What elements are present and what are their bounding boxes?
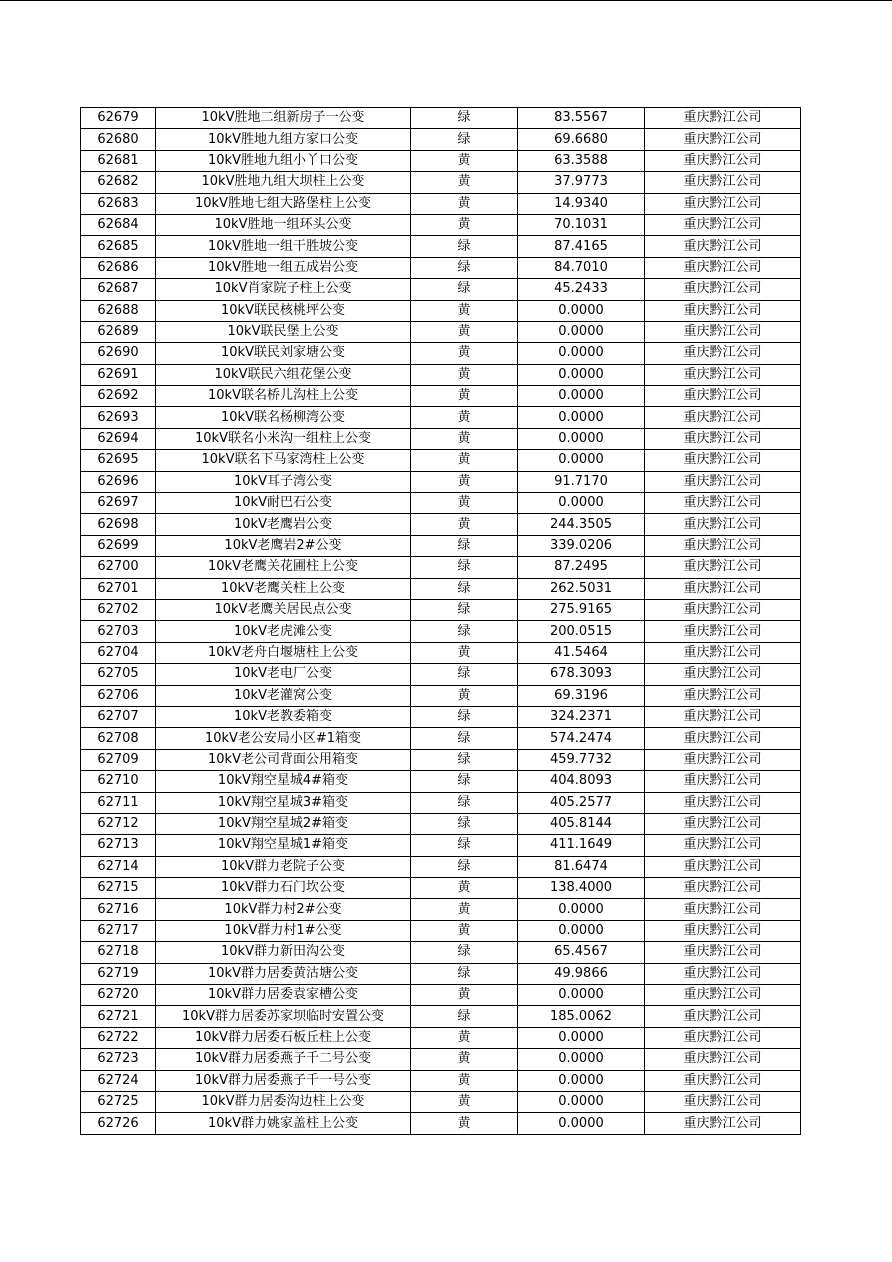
table-row (81, 129, 801, 150)
cell-id: 62689 (81, 321, 156, 342)
cell-company: 重庆黔江公司 (645, 257, 801, 278)
cell-value: 262.5031 (518, 578, 645, 599)
cell-value: 65.4567 (518, 942, 645, 963)
cell-company: 重庆黔江公司 (645, 942, 801, 963)
cell-name: 10kV翔空星城2#箱变 (156, 813, 411, 834)
table-row (81, 771, 801, 792)
table-row (81, 749, 801, 770)
cell-value: 69.3196 (518, 685, 645, 706)
cell-name: 10kV翔空星城1#箱变 (156, 835, 411, 856)
cell-id: 62688 (81, 300, 156, 321)
cell-value: 87.4165 (518, 236, 645, 257)
cell-value: 324.2371 (518, 706, 645, 727)
cell-company: 重庆黔江公司 (645, 813, 801, 834)
cell-name: 10kV群力居委苏家坝临时安置公变 (156, 1006, 411, 1027)
cell-id: 62720 (81, 985, 156, 1006)
cell-value: 339.0206 (518, 535, 645, 556)
cell-name: 10kV群力姚家盖柱上公变 (156, 1113, 411, 1134)
cell-id: 62703 (81, 621, 156, 642)
cell-id: 62707 (81, 706, 156, 727)
table-row (81, 578, 801, 599)
cell-id: 62726 (81, 1113, 156, 1134)
cell-company: 重庆黔江公司 (645, 578, 801, 599)
cell-id: 62711 (81, 792, 156, 813)
cell-company: 重庆黔江公司 (645, 386, 801, 407)
cell-status-color: 黄 (411, 642, 518, 663)
cell-name: 10kV群力村2#公变 (156, 899, 411, 920)
cell-status-color: 黄 (411, 450, 518, 471)
cell-id: 62690 (81, 343, 156, 364)
table-row (81, 621, 801, 642)
cell-company: 重庆黔江公司 (645, 129, 801, 150)
cell-id: 62706 (81, 685, 156, 706)
cell-id: 62692 (81, 386, 156, 407)
cell-status-color: 黄 (411, 172, 518, 193)
cell-company: 重庆黔江公司 (645, 535, 801, 556)
cell-company: 重庆黔江公司 (645, 792, 801, 813)
cell-value: 244.3505 (518, 514, 645, 535)
cell-id: 62698 (81, 514, 156, 535)
cell-name: 10kV老鹰关居民点公变 (156, 599, 411, 620)
cell-id: 62679 (81, 108, 156, 129)
cell-company: 重庆黔江公司 (645, 771, 801, 792)
cell-name: 10kV胜地二组新房子一公变 (156, 108, 411, 129)
transformer-status-table (80, 107, 801, 1135)
cell-value: 138.4000 (518, 878, 645, 899)
cell-value: 404.8093 (518, 771, 645, 792)
cell-status-color: 黄 (411, 300, 518, 321)
cell-value: 200.0515 (518, 621, 645, 642)
cell-id: 62724 (81, 1070, 156, 1091)
cell-id: 62694 (81, 428, 156, 449)
cell-name: 10kV老灌窝公变 (156, 685, 411, 706)
cell-id: 62723 (81, 1049, 156, 1070)
cell-value: 81.6474 (518, 856, 645, 877)
cell-id: 62714 (81, 856, 156, 877)
table-row (81, 835, 801, 856)
table-row (81, 493, 801, 514)
cell-id: 62683 (81, 193, 156, 214)
cell-name: 10kV老教委箱变 (156, 706, 411, 727)
cell-company: 重庆黔江公司 (645, 236, 801, 257)
cell-status-color: 黄 (411, 407, 518, 428)
cell-company: 重庆黔江公司 (645, 856, 801, 877)
table-row (81, 300, 801, 321)
cell-status-color: 绿 (411, 129, 518, 150)
cell-name: 10kV胜地七组大路堡柱上公变 (156, 193, 411, 214)
table-row (81, 813, 801, 834)
cell-company: 重庆黔江公司 (645, 642, 801, 663)
cell-company: 重庆黔江公司 (645, 899, 801, 920)
cell-status-color: 黄 (411, 364, 518, 385)
table-row (81, 985, 801, 1006)
cell-value: 0.0000 (518, 386, 645, 407)
cell-value: 0.0000 (518, 407, 645, 428)
cell-value: 63.3588 (518, 150, 645, 171)
table-row (81, 899, 801, 920)
cell-name: 10kV老鹰岩公变 (156, 514, 411, 535)
table-row (81, 364, 801, 385)
table-row (81, 257, 801, 278)
cell-company: 重庆黔江公司 (645, 1070, 801, 1091)
cell-company: 重庆黔江公司 (645, 493, 801, 514)
cell-company: 重庆黔江公司 (645, 150, 801, 171)
table-row (81, 685, 801, 706)
cell-status-color: 绿 (411, 792, 518, 813)
cell-name: 10kV老鹰关柱上公变 (156, 578, 411, 599)
cell-name: 10kV胜地一组环头公变 (156, 214, 411, 235)
cell-company: 重庆黔江公司 (645, 108, 801, 129)
cell-id: 62680 (81, 129, 156, 150)
cell-id: 62709 (81, 749, 156, 770)
cell-company: 重庆黔江公司 (645, 963, 801, 984)
cell-company: 重庆黔江公司 (645, 279, 801, 300)
cell-name: 10kV联名下马家湾柱上公变 (156, 450, 411, 471)
cell-value: 0.0000 (518, 1049, 645, 1070)
cell-name: 10kV群力居委沟边柱上公变 (156, 1091, 411, 1112)
cell-id: 62710 (81, 771, 156, 792)
table-row (81, 172, 801, 193)
cell-status-color: 黄 (411, 878, 518, 899)
table-row (81, 428, 801, 449)
cell-id: 62719 (81, 963, 156, 984)
cell-company: 重庆黔江公司 (645, 300, 801, 321)
cell-value: 0.0000 (518, 364, 645, 385)
cell-status-color: 绿 (411, 621, 518, 642)
table-row (81, 1006, 801, 1027)
cell-value: 574.2474 (518, 728, 645, 749)
cell-status-color: 绿 (411, 108, 518, 129)
cell-value: 0.0000 (518, 1027, 645, 1048)
cell-name: 10kV联名小米沟一组柱上公变 (156, 428, 411, 449)
table-row (81, 535, 801, 556)
cell-value: 84.7010 (518, 257, 645, 278)
cell-status-color: 绿 (411, 771, 518, 792)
cell-value: 0.0000 (518, 321, 645, 342)
cell-company: 重庆黔江公司 (645, 471, 801, 492)
cell-status-color: 绿 (411, 279, 518, 300)
cell-id: 62695 (81, 450, 156, 471)
cell-value: 0.0000 (518, 920, 645, 941)
cell-name: 10kV联民核桃坪公变 (156, 300, 411, 321)
cell-name: 10kV翔空星城4#箱变 (156, 771, 411, 792)
cell-name: 10kV老电厂公变 (156, 664, 411, 685)
cell-id: 62705 (81, 664, 156, 685)
cell-status-color: 黄 (411, 1027, 518, 1048)
cell-id: 62687 (81, 279, 156, 300)
table-row (81, 450, 801, 471)
cell-name: 10kV群力老院子公变 (156, 856, 411, 877)
cell-status-color: 黄 (411, 685, 518, 706)
cell-company: 重庆黔江公司 (645, 749, 801, 770)
cell-status-color: 黄 (411, 150, 518, 171)
cell-status-color: 黄 (411, 321, 518, 342)
cell-value: 459.7732 (518, 749, 645, 770)
cell-id: 62718 (81, 942, 156, 963)
cell-value: 14.9340 (518, 193, 645, 214)
cell-id: 62684 (81, 214, 156, 235)
cell-name: 10kV胜地九组小丫口公变 (156, 150, 411, 171)
table-row (81, 407, 801, 428)
cell-status-color: 绿 (411, 236, 518, 257)
cell-id: 62700 (81, 557, 156, 578)
cell-status-color: 绿 (411, 813, 518, 834)
cell-name: 10kV老鹰关花圃柱上公变 (156, 557, 411, 578)
cell-company: 重庆黔江公司 (645, 706, 801, 727)
cell-name: 10kV联民刘家塘公变 (156, 343, 411, 364)
cell-name: 10kV耐巴石公变 (156, 493, 411, 514)
cell-name: 10kV群力居委燕子千二号公变 (156, 1049, 411, 1070)
cell-status-color: 绿 (411, 257, 518, 278)
cell-company: 重庆黔江公司 (645, 1006, 801, 1027)
cell-company: 重庆黔江公司 (645, 428, 801, 449)
cell-name: 10kV群力居委袁家槽公变 (156, 985, 411, 1006)
cell-value: 0.0000 (518, 450, 645, 471)
cell-id: 62721 (81, 1006, 156, 1027)
cell-company: 重庆黔江公司 (645, 1027, 801, 1048)
cell-company: 重庆黔江公司 (645, 514, 801, 535)
cell-value: 405.8144 (518, 813, 645, 834)
cell-company: 重庆黔江公司 (645, 621, 801, 642)
cell-status-color: 绿 (411, 1006, 518, 1027)
cell-name: 10kV联名桥儿沟柱上公变 (156, 386, 411, 407)
cell-value: 0.0000 (518, 493, 645, 514)
cell-status-color: 绿 (411, 728, 518, 749)
cell-status-color: 绿 (411, 706, 518, 727)
cell-id: 62691 (81, 364, 156, 385)
table-row (81, 706, 801, 727)
cell-name: 10kV联民堡上公变 (156, 321, 411, 342)
cell-value: 0.0000 (518, 1091, 645, 1112)
cell-status-color: 黄 (411, 386, 518, 407)
cell-id: 62704 (81, 642, 156, 663)
cell-company: 重庆黔江公司 (645, 664, 801, 685)
cell-status-color: 黄 (411, 1091, 518, 1112)
cell-status-color: 绿 (411, 557, 518, 578)
table-row (81, 193, 801, 214)
cell-id: 62717 (81, 920, 156, 941)
cell-value: 405.2577 (518, 792, 645, 813)
cell-company: 重庆黔江公司 (645, 343, 801, 364)
cell-name: 10kV联民六组花堡公变 (156, 364, 411, 385)
table-row (81, 920, 801, 941)
table-row (81, 1113, 801, 1134)
cell-id: 62682 (81, 172, 156, 193)
table-row (81, 1049, 801, 1070)
cell-value: 0.0000 (518, 985, 645, 1006)
cell-value: 0.0000 (518, 428, 645, 449)
cell-name: 10kV老公安局小区#1箱变 (156, 728, 411, 749)
cell-value: 275.9165 (518, 599, 645, 620)
cell-company: 重庆黔江公司 (645, 172, 801, 193)
cell-name: 10kV老舟白堰塘柱上公变 (156, 642, 411, 663)
cell-status-color: 绿 (411, 856, 518, 877)
table-row (81, 942, 801, 963)
cell-id: 62697 (81, 493, 156, 514)
cell-id: 62716 (81, 899, 156, 920)
cell-status-color: 黄 (411, 428, 518, 449)
cell-status-color: 黄 (411, 193, 518, 214)
cell-status-color: 绿 (411, 535, 518, 556)
cell-value: 0.0000 (518, 343, 645, 364)
table-row (81, 963, 801, 984)
cell-value: 70.1031 (518, 214, 645, 235)
cell-value: 0.0000 (518, 899, 645, 920)
cell-company: 重庆黔江公司 (645, 985, 801, 1006)
cell-name: 10kV群力居委石板丘柱上公变 (156, 1027, 411, 1048)
cell-value: 45.2433 (518, 279, 645, 300)
cell-name: 10kV群力居委燕子千一号公变 (156, 1070, 411, 1091)
cell-value: 49.9866 (518, 963, 645, 984)
cell-status-color: 绿 (411, 599, 518, 620)
cell-name: 10kV胜地九组方家口公变 (156, 129, 411, 150)
cell-value: 0.0000 (518, 1113, 645, 1134)
cell-status-color: 黄 (411, 493, 518, 514)
cell-company: 重庆黔江公司 (645, 599, 801, 620)
cell-value: 678.3093 (518, 664, 645, 685)
cell-name: 10kV胜地九组大坝柱上公变 (156, 172, 411, 193)
table-row (81, 150, 801, 171)
cell-id: 62696 (81, 471, 156, 492)
cell-id: 62715 (81, 878, 156, 899)
cell-name: 10kV老鹰岩2#公变 (156, 535, 411, 556)
table-row (81, 728, 801, 749)
cell-company: 重庆黔江公司 (645, 728, 801, 749)
cell-name: 10kV耳子湾公变 (156, 471, 411, 492)
cell-id: 62693 (81, 407, 156, 428)
table-row (81, 108, 801, 129)
cell-id: 62686 (81, 257, 156, 278)
cell-value: 411.1649 (518, 835, 645, 856)
cell-name: 10kV群力新田沟公变 (156, 942, 411, 963)
cell-name: 10kV联名杨柳湾公变 (156, 407, 411, 428)
cell-value: 91.7170 (518, 471, 645, 492)
cell-company: 重庆黔江公司 (645, 1091, 801, 1112)
table-row (81, 856, 801, 877)
cell-name: 10kV群力居委黄沽塘公变 (156, 963, 411, 984)
cell-status-color: 黄 (411, 214, 518, 235)
cell-name: 10kV胜地一组五成岩公变 (156, 257, 411, 278)
cell-company: 重庆黔江公司 (645, 214, 801, 235)
table-row (81, 1091, 801, 1112)
cell-id: 62699 (81, 535, 156, 556)
cell-name: 10kV肖家院子柱上公变 (156, 279, 411, 300)
cell-name: 10kV老公司背面公用箱变 (156, 749, 411, 770)
cell-name: 10kV群力村1#公变 (156, 920, 411, 941)
cell-company: 重庆黔江公司 (645, 835, 801, 856)
cell-value: 83.5567 (518, 108, 645, 129)
cell-status-color: 黄 (411, 1049, 518, 1070)
table-row (81, 279, 801, 300)
cell-company: 重庆黔江公司 (645, 321, 801, 342)
cell-status-color: 绿 (411, 835, 518, 856)
cell-status-color: 绿 (411, 578, 518, 599)
cell-value: 0.0000 (518, 1070, 645, 1091)
cell-status-color: 黄 (411, 920, 518, 941)
cell-status-color: 绿 (411, 963, 518, 984)
table-row (81, 214, 801, 235)
table-row (81, 642, 801, 663)
table-row (81, 514, 801, 535)
cell-company: 重庆黔江公司 (645, 685, 801, 706)
cell-value: 185.0062 (518, 1006, 645, 1027)
cell-id: 62713 (81, 835, 156, 856)
cell-status-color: 黄 (411, 1070, 518, 1091)
cell-id: 62685 (81, 236, 156, 257)
cell-status-color: 黄 (411, 343, 518, 364)
table-row (81, 1070, 801, 1091)
cell-status-color: 黄 (411, 1113, 518, 1134)
cell-id: 62681 (81, 150, 156, 171)
cell-value: 41.5464 (518, 642, 645, 663)
cell-id: 62702 (81, 599, 156, 620)
cell-company: 重庆黔江公司 (645, 1113, 801, 1134)
cell-company: 重庆黔江公司 (645, 407, 801, 428)
cell-status-color: 黄 (411, 471, 518, 492)
cell-company: 重庆黔江公司 (645, 1049, 801, 1070)
cell-value: 37.9773 (518, 172, 645, 193)
table-row (81, 343, 801, 364)
table-row (81, 386, 801, 407)
cell-id: 62701 (81, 578, 156, 599)
table-row (81, 599, 801, 620)
table-row (81, 557, 801, 578)
cell-company: 重庆黔江公司 (645, 364, 801, 385)
cell-value: 0.0000 (518, 300, 645, 321)
cell-status-color: 黄 (411, 985, 518, 1006)
cell-company: 重庆黔江公司 (645, 450, 801, 471)
cell-status-color: 黄 (411, 899, 518, 920)
cell-status-color: 绿 (411, 749, 518, 770)
cell-id: 62722 (81, 1027, 156, 1048)
table-row (81, 236, 801, 257)
cell-id: 62712 (81, 813, 156, 834)
cell-company: 重庆黔江公司 (645, 557, 801, 578)
cell-value: 87.2495 (518, 557, 645, 578)
table-row (81, 321, 801, 342)
page-top-rule (0, 0, 892, 1)
cell-company: 重庆黔江公司 (645, 920, 801, 941)
cell-status-color: 黄 (411, 514, 518, 535)
table-row (81, 792, 801, 813)
cell-name: 10kV群力石门坎公变 (156, 878, 411, 899)
cell-value: 69.6680 (518, 129, 645, 150)
cell-id: 62708 (81, 728, 156, 749)
cell-name: 10kV老虎滩公变 (156, 621, 411, 642)
cell-id: 62725 (81, 1091, 156, 1112)
table-row (81, 471, 801, 492)
cell-company: 重庆黔江公司 (645, 193, 801, 214)
table-row (81, 878, 801, 899)
cell-status-color: 绿 (411, 942, 518, 963)
cell-name: 10kV胜地一组干胜坡公变 (156, 236, 411, 257)
cell-status-color: 绿 (411, 664, 518, 685)
table-row (81, 664, 801, 685)
cell-company: 重庆黔江公司 (645, 878, 801, 899)
cell-name: 10kV翔空星城3#箱变 (156, 792, 411, 813)
table-body (81, 108, 801, 1135)
table-row (81, 1027, 801, 1048)
